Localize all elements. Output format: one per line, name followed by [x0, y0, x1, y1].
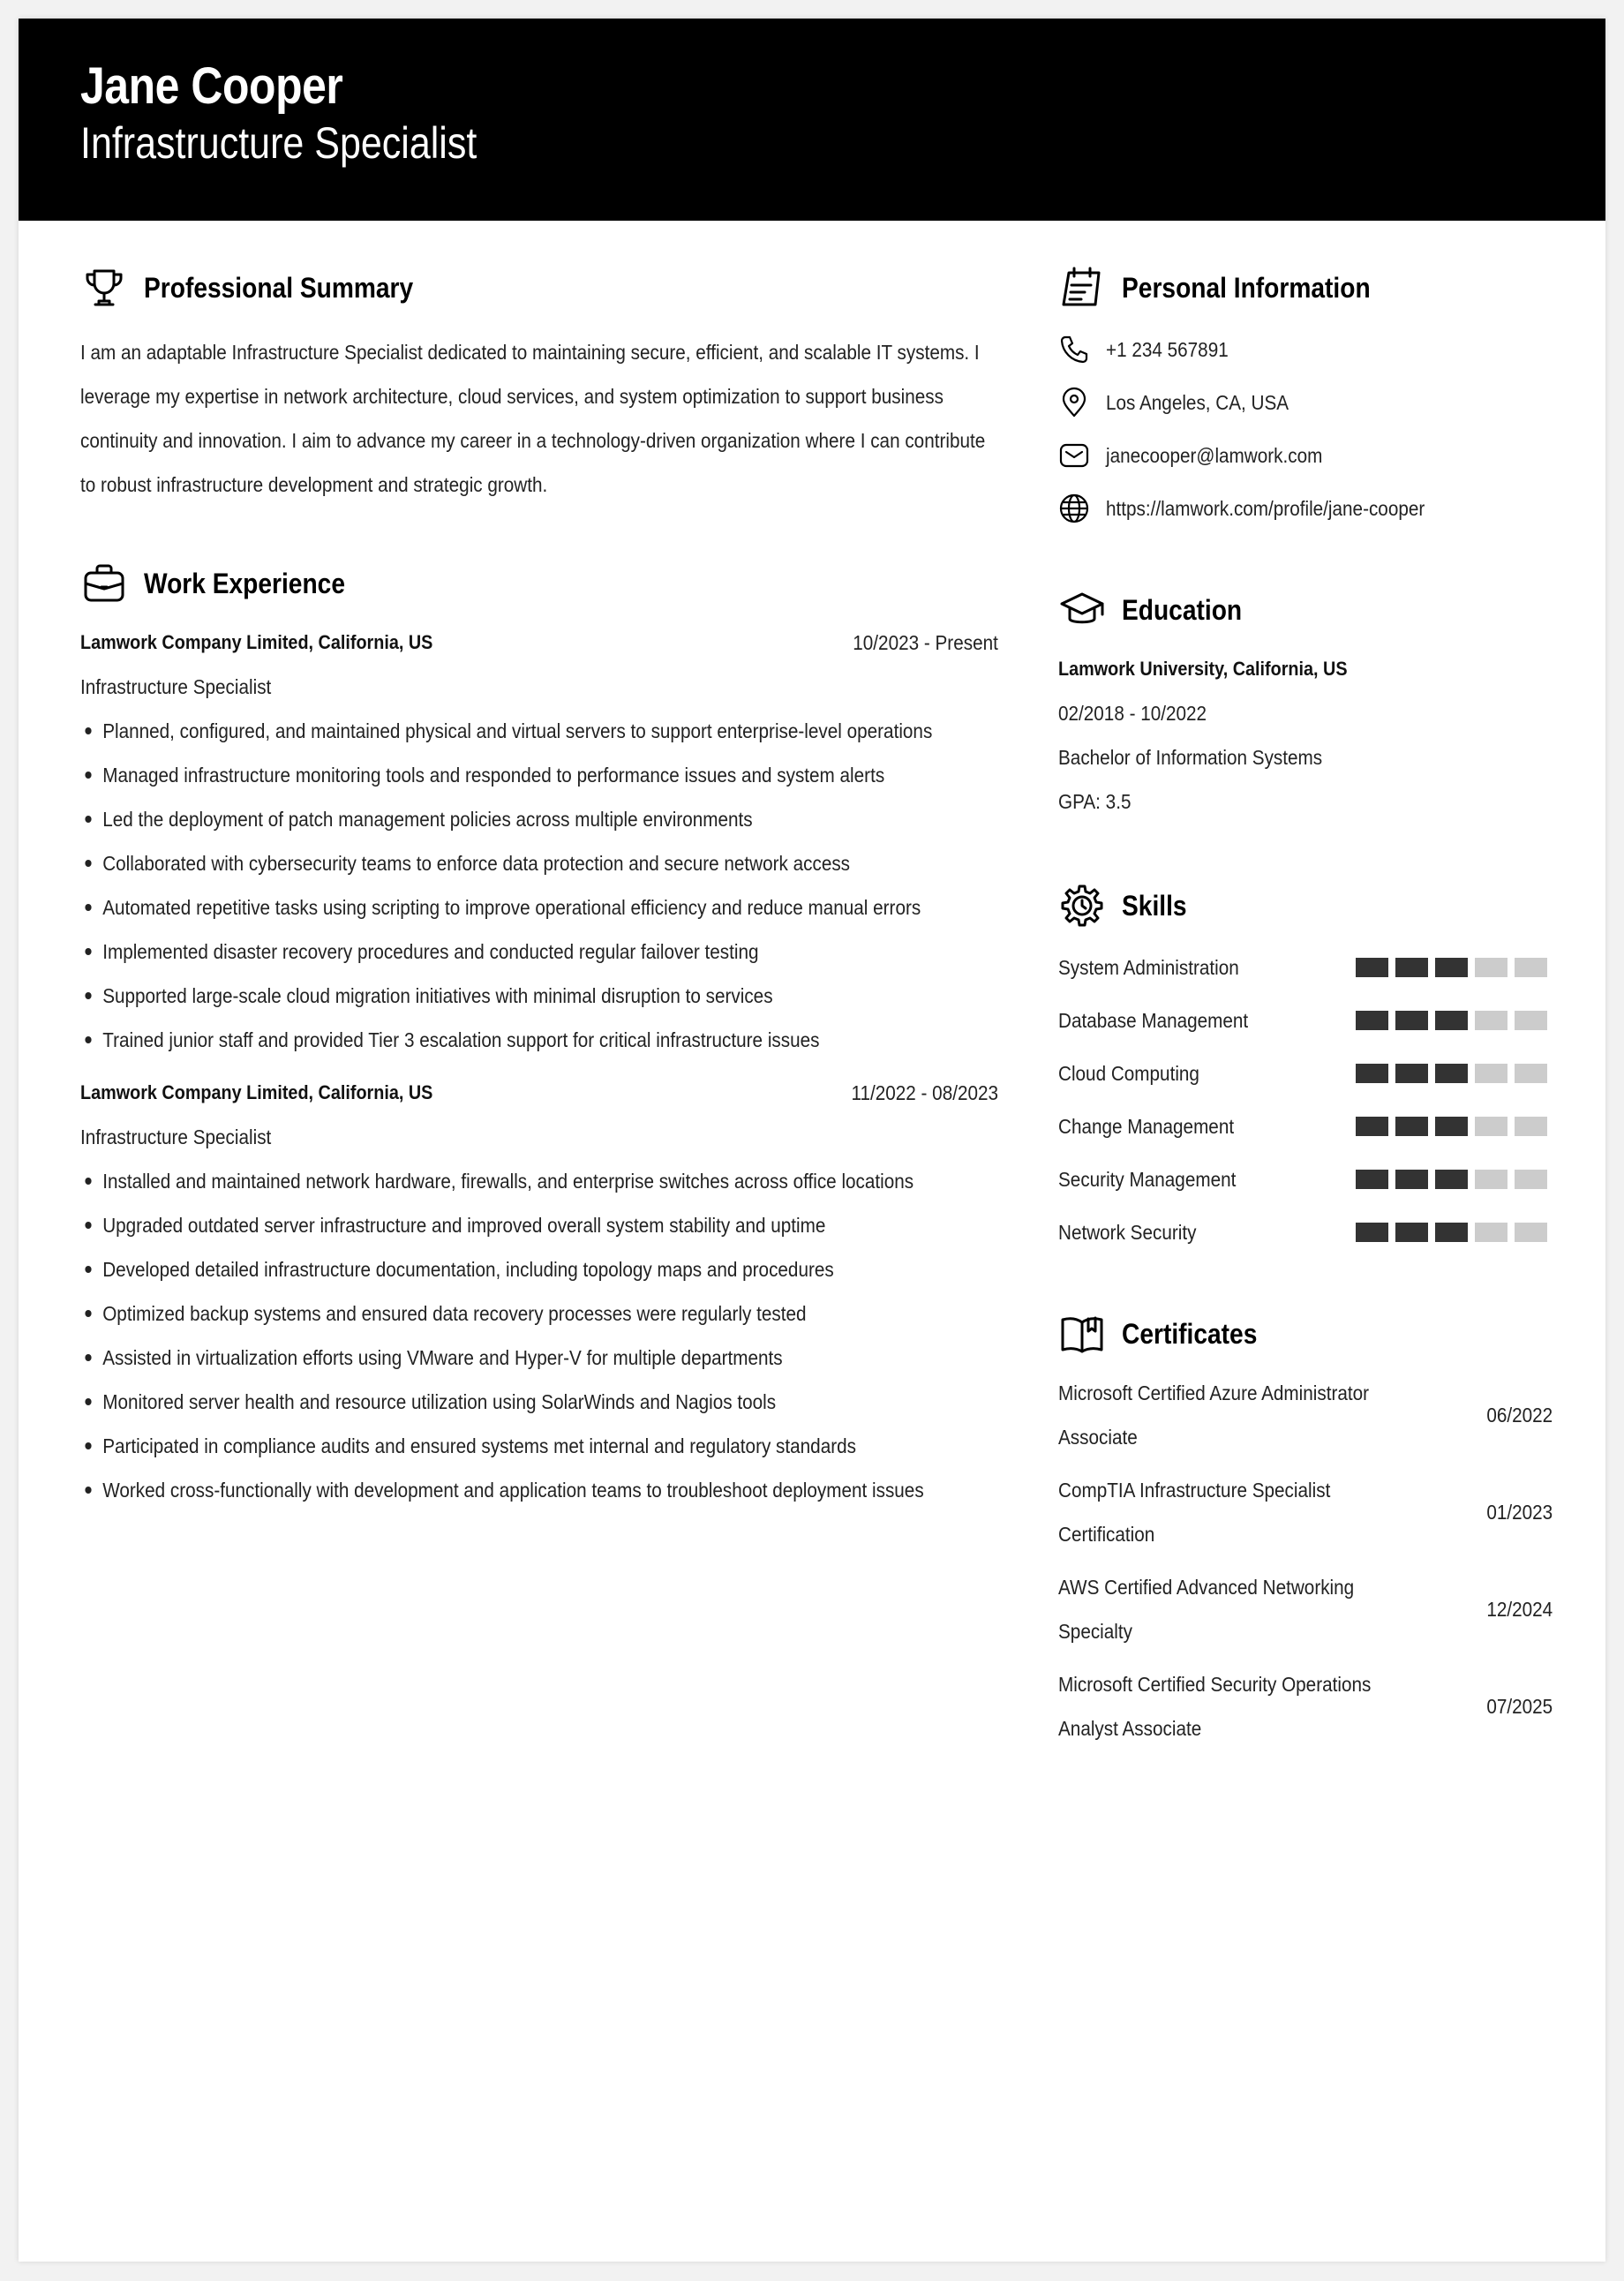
certificate-date: 12/2024: [1486, 1597, 1553, 1621]
job-bullet: Monitored server health and resource utilization using SolarWinds and Nagios tools: [80, 1380, 906, 1424]
skill-level-segment: [1515, 958, 1547, 977]
job-bullet: Managed infrastructure monitoring tools and responded to performance issues and system alerts: [80, 753, 906, 797]
phone-row: [1058, 323, 1553, 376]
trophy-icon: [80, 264, 128, 312]
certificate-date: 07/2025: [1486, 1694, 1553, 1718]
job-company: Lamwork Company Limited, California, US: [80, 631, 433, 653]
personal-section: [1058, 263, 1553, 535]
education-section: [1058, 585, 1553, 824]
job-dates: 11/2022 - 08/2023: [851, 1080, 998, 1104]
website-row: [1058, 482, 1553, 535]
work-heading: Work Experience: [144, 567, 345, 599]
job-role: Infrastructure Specialist: [80, 675, 272, 698]
job-bullet: Collaborated with cybersecurity teams to enforce data protection and secure network access: [80, 841, 906, 885]
education-gpa: GPA: 3.5: [1058, 790, 1132, 813]
skill-level-bar: [1356, 1011, 1547, 1030]
candidate-name: Jane Cooper: [80, 57, 343, 115]
skill-level-segment: [1435, 1011, 1468, 1030]
skill-level-segment: [1435, 1117, 1468, 1136]
certificate-item: [1058, 1371, 1553, 1459]
skill-level-segment: [1475, 1117, 1507, 1136]
job-dates: 10/2023 - Present: [853, 630, 998, 654]
work-section: [80, 559, 998, 1512]
skill-level-segment: [1475, 958, 1507, 977]
job-bullet: Automated repetitive tasks using scripting to improve operational efficiency and reduce manual errors: [80, 885, 906, 930]
skill-level-segment: [1395, 1223, 1428, 1242]
globe-icon: [1058, 493, 1090, 524]
skill-level-segment: [1475, 1170, 1507, 1189]
email-row: [1058, 429, 1553, 482]
education-dates: 02/2018 - 10/2022: [1058, 702, 1207, 725]
website-link[interactable]: https://lamwork.com/profile/jane-cooper: [1106, 496, 1425, 520]
skill-level-bar: [1356, 1170, 1547, 1189]
skills-section: [1058, 881, 1553, 1259]
job-role: Infrastructure Specialist: [80, 1125, 272, 1148]
skill-level-segment: [1515, 1223, 1547, 1242]
skill-row: [1058, 994, 1553, 1047]
skill-row: [1058, 1047, 1553, 1100]
location-row: [1058, 376, 1553, 429]
skill-level-segment: [1356, 1117, 1388, 1136]
skill-level-bar: [1356, 1117, 1547, 1136]
personal-heading: Personal Information: [1122, 271, 1371, 304]
skill-level-segment: [1435, 1064, 1468, 1083]
skill-level-segment: [1356, 1170, 1388, 1189]
job-bullet: Supported large-scale cloud migration initiatives with minimal disruption to services: [80, 974, 906, 1018]
skill-level-segment: [1356, 958, 1388, 977]
certificates-section: [1058, 1309, 1553, 1750]
job-bullet: Worked cross-functionally with development and application teams to troubleshoot deployment issues: [80, 1468, 906, 1512]
summary-heading: Professional Summary: [144, 271, 414, 304]
job-bullet: Participated in compliance audits and ensured systems met internal and regulatory standards: [80, 1424, 906, 1468]
job-bullet: Optimized backup systems and ensured data recovery processes were regularly tested: [80, 1291, 906, 1336]
phone-text[interactable]: +1 234 567891: [1106, 337, 1229, 361]
skill-level-segment: [1515, 1064, 1547, 1083]
skill-level-segment: [1395, 1011, 1428, 1030]
certificate-date: 01/2023: [1486, 1500, 1553, 1524]
skill-level-segment: [1515, 1170, 1547, 1189]
skill-level-segment: [1356, 1223, 1388, 1242]
education-heading: Education: [1122, 593, 1243, 626]
graduation-cap-icon: [1058, 586, 1106, 634]
job-bullet: Planned, configured, and maintained physical and virtual servers to support enterprise-level operations: [80, 709, 906, 753]
job-bullet: Led the deployment of patch management policies across multiple environments: [80, 797, 906, 841]
job-bullets: [80, 1159, 998, 1512]
job-bullet: Implemented disaster recovery procedures and conducted regular failover testing: [80, 930, 906, 974]
skill-level-segment: [1435, 1170, 1468, 1189]
skill-level-segment: [1395, 1170, 1428, 1189]
job-entry: [80, 1071, 998, 1512]
skills-heading: Skills: [1122, 889, 1187, 922]
book-icon: [1058, 1310, 1106, 1358]
skill-level-segment: [1475, 1011, 1507, 1030]
skill-row: [1058, 941, 1553, 994]
certificate-name: CompTIA Infrastructure Specialist Certification: [1058, 1479, 1331, 1546]
skill-name: Change Management: [1058, 1114, 1235, 1138]
email-text[interactable]: janecooper@lamwork.com: [1106, 443, 1323, 467]
skill-level-segment: [1475, 1064, 1507, 1083]
summary-section: [80, 263, 998, 507]
education-degree: Bachelor of Information Systems: [1058, 746, 1323, 769]
summary-text: I am an adaptable Infrastructure Specialist dedicated to maintaining secure, efficient, and scalable IT systems. I leverage my expertise in network architecture, cloud services, and system optimization to support business continuity and innovation. I aim to advance my career in a technology-driven organization where I can contribute to robust infrastructure development and strategic growth.: [80, 341, 986, 496]
skills-list: [1058, 941, 1553, 1259]
resume-header: [19, 19, 1605, 221]
skill-row: [1058, 1153, 1553, 1206]
skill-name: System Administration: [1058, 955, 1239, 979]
skill-level-segment: [1515, 1117, 1547, 1136]
resume-page: [19, 19, 1605, 2262]
skill-name: Cloud Computing: [1058, 1061, 1199, 1085]
certificate-item: [1058, 1662, 1553, 1750]
skill-name: Database Management: [1058, 1008, 1249, 1032]
gear-icon: [1058, 882, 1106, 930]
skill-name: Network Security: [1058, 1220, 1197, 1244]
phone-icon: [1058, 334, 1090, 365]
location-pin-icon: [1058, 387, 1090, 418]
skill-level-bar: [1356, 1064, 1547, 1083]
certificate-name: Microsoft Certified Security Operations Analyst Associate: [1058, 1673, 1372, 1740]
mail-icon: [1058, 440, 1090, 471]
job-bullet: Developed detailed infrastructure documentation, including topology maps and procedures: [80, 1247, 906, 1291]
skill-level-bar: [1356, 1223, 1547, 1242]
certificate-name: Microsoft Certified Azure Administrator Associate: [1058, 1381, 1370, 1449]
skill-name: Security Management: [1058, 1167, 1237, 1191]
certificate-item: [1058, 1565, 1553, 1653]
certificates-heading: Certificates: [1122, 1317, 1258, 1350]
job-bullets: [80, 709, 998, 1062]
skill-level-segment: [1395, 958, 1428, 977]
skill-level-segment: [1395, 1064, 1428, 1083]
job-company: Lamwork Company Limited, California, US: [80, 1081, 433, 1103]
skill-level-segment: [1475, 1223, 1507, 1242]
skill-row: [1058, 1100, 1553, 1153]
skill-level-segment: [1435, 1223, 1468, 1242]
skill-level-segment: [1356, 1064, 1388, 1083]
candidate-title: Infrastructure Specialist: [80, 118, 477, 168]
job-entry: [80, 621, 998, 1062]
briefcase-icon: [80, 560, 128, 607]
skill-level-segment: [1356, 1011, 1388, 1030]
job-bullet: Upgraded outdated server infrastructure and improved overall system stability and uptime: [80, 1203, 906, 1247]
skill-row: [1058, 1206, 1553, 1259]
certificate-item: [1058, 1468, 1553, 1556]
skill-level-segment: [1435, 958, 1468, 977]
skill-level-segment: [1395, 1117, 1428, 1136]
job-bullet: Trained junior staff and provided Tier 3 escalation support for critical infrastructure issues: [80, 1018, 906, 1062]
certificate-date: 06/2022: [1486, 1403, 1553, 1427]
location-text: Los Angeles, CA, USA: [1106, 390, 1289, 414]
job-bullet: Installed and maintained network hardware, firewalls, and enterprise switches across office locations: [80, 1159, 906, 1203]
certificate-name: AWS Certified Advanced Networking Specialty: [1058, 1576, 1355, 1643]
skill-level-bar: [1356, 958, 1547, 977]
skill-level-segment: [1515, 1011, 1547, 1030]
job-bullet: Assisted in virtualization efforts using VMware and Hyper-V for multiple departments: [80, 1336, 906, 1380]
education-school: Lamwork University, California, US: [1058, 658, 1348, 680]
id-card-icon: [1058, 264, 1106, 312]
